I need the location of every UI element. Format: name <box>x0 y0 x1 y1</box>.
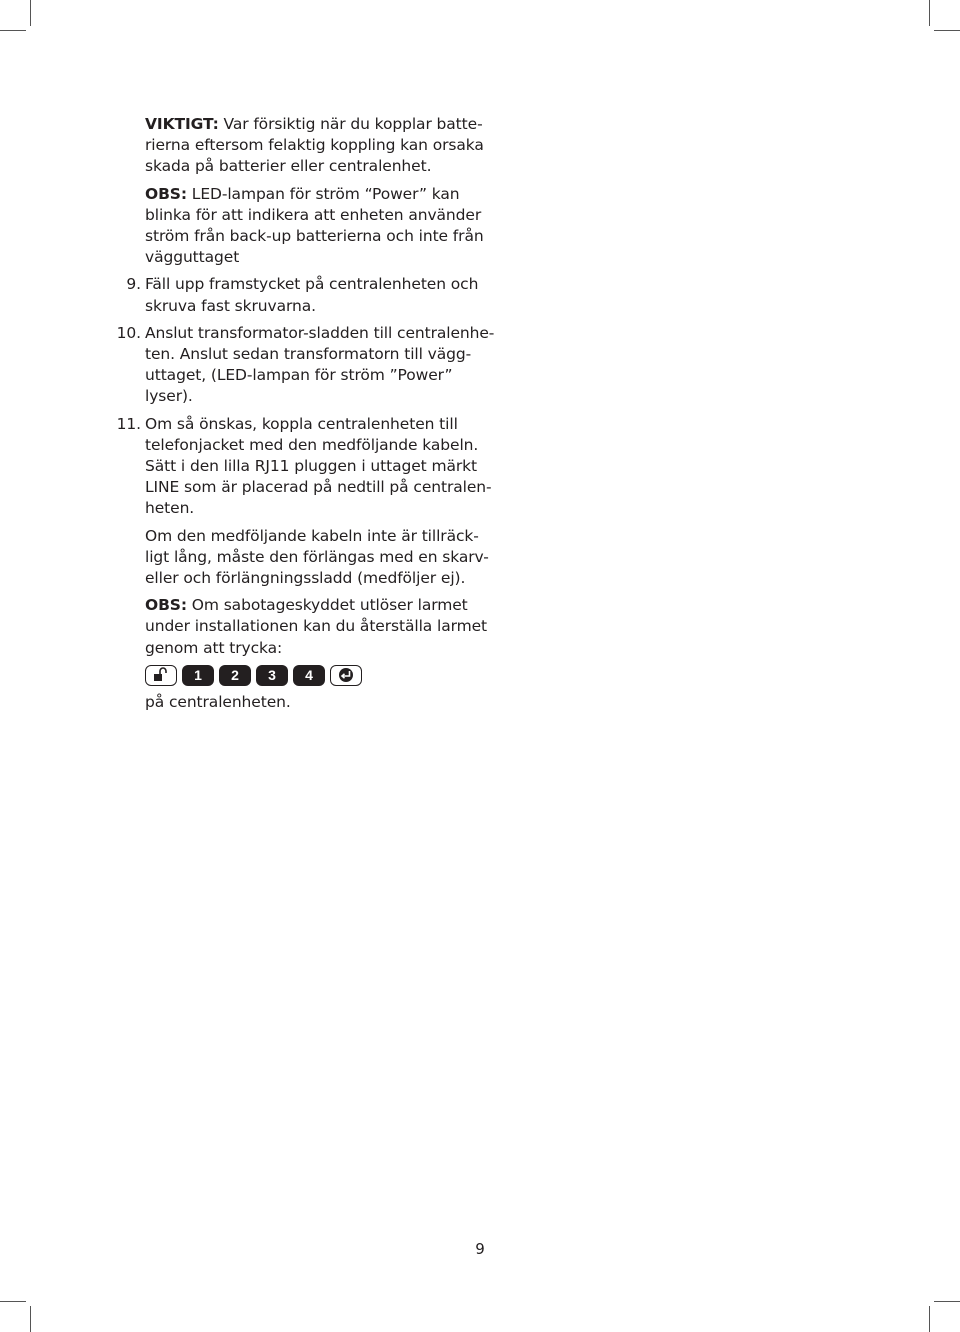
key-enter <box>330 665 362 686</box>
step-10: 10. Anslut transformator-sladden till centralenhe- ten. Anslut sedan transformatorn till vägg- uttaget, (LED-lampan för ström ”Power” lyser). <box>116 323 495 406</box>
obs-label: OBS: <box>145 596 187 615</box>
page-number: 9 <box>475 1240 485 1258</box>
step-number: 10. <box>116 323 141 342</box>
key-4: 4 <box>293 665 325 686</box>
crop-mark-top-right-v <box>929 0 930 26</box>
key-unlock <box>145 665 177 686</box>
obs-led-note: OBS: LED-lampan för ström “Power” kan blinka för att indikera att enheten använder ström från back-up batterierna och inte från vägguttaget <box>145 184 484 267</box>
key-1: 1 <box>182 665 214 686</box>
enter-icon <box>337 667 355 683</box>
key-3: 3 <box>256 665 288 686</box>
step-11: 11. Om så önskas, koppla centralenheten till telefonjacket med den medföljande kabeln. Sätt i den lilla RJ11 pluggen i uttaget märkt LINE som är placerad på nedtill på centralen- heten. <box>116 414 492 518</box>
manual-content <box>116 114 495 713</box>
crop-mark-bottom-right-v <box>929 1306 930 1332</box>
crop-mark-top-left-v <box>30 0 31 26</box>
crop-mark-bottom-left-v <box>30 1306 31 1332</box>
key-2: 2 <box>219 665 251 686</box>
crop-mark-bottom-left-h <box>0 1301 26 1302</box>
obs-tamper-note: OBS: Om sabotageskyddet utlöser larmet under installationen kan du återställa larmet genom att trycka: <box>145 596 488 657</box>
unlock-icon <box>152 667 170 683</box>
after-keypad-text: på centralenheten. <box>145 692 291 711</box>
viktigt-warning: VIKTIGT: Var försiktig när du kopplar batte- rierna eftersom felaktig koppling kan orsaka skada på batterier eller centralenhet. <box>145 115 484 176</box>
cable-note: Om den medföljande kabeln inte är tillräck- ligt lång, måste den förlängas med en skarv- eller och förlängningssladd (medföljer ej). <box>145 526 489 588</box>
obs-label: OBS: <box>145 184 187 203</box>
step-9: 9. Fäll upp framstycket på centralenheten och skruva fast skruvarna. <box>126 275 479 315</box>
viktigt-label: VIKTIGT: <box>145 115 219 133</box>
crop-mark-top-right-h <box>934 30 960 31</box>
keypad-sequence <box>145 665 475 688</box>
crop-mark-top-left-h <box>0 30 26 31</box>
crop-mark-bottom-right-h <box>934 1301 960 1302</box>
step-number: 9. <box>126 275 141 294</box>
step-number: 11. <box>116 414 141 433</box>
